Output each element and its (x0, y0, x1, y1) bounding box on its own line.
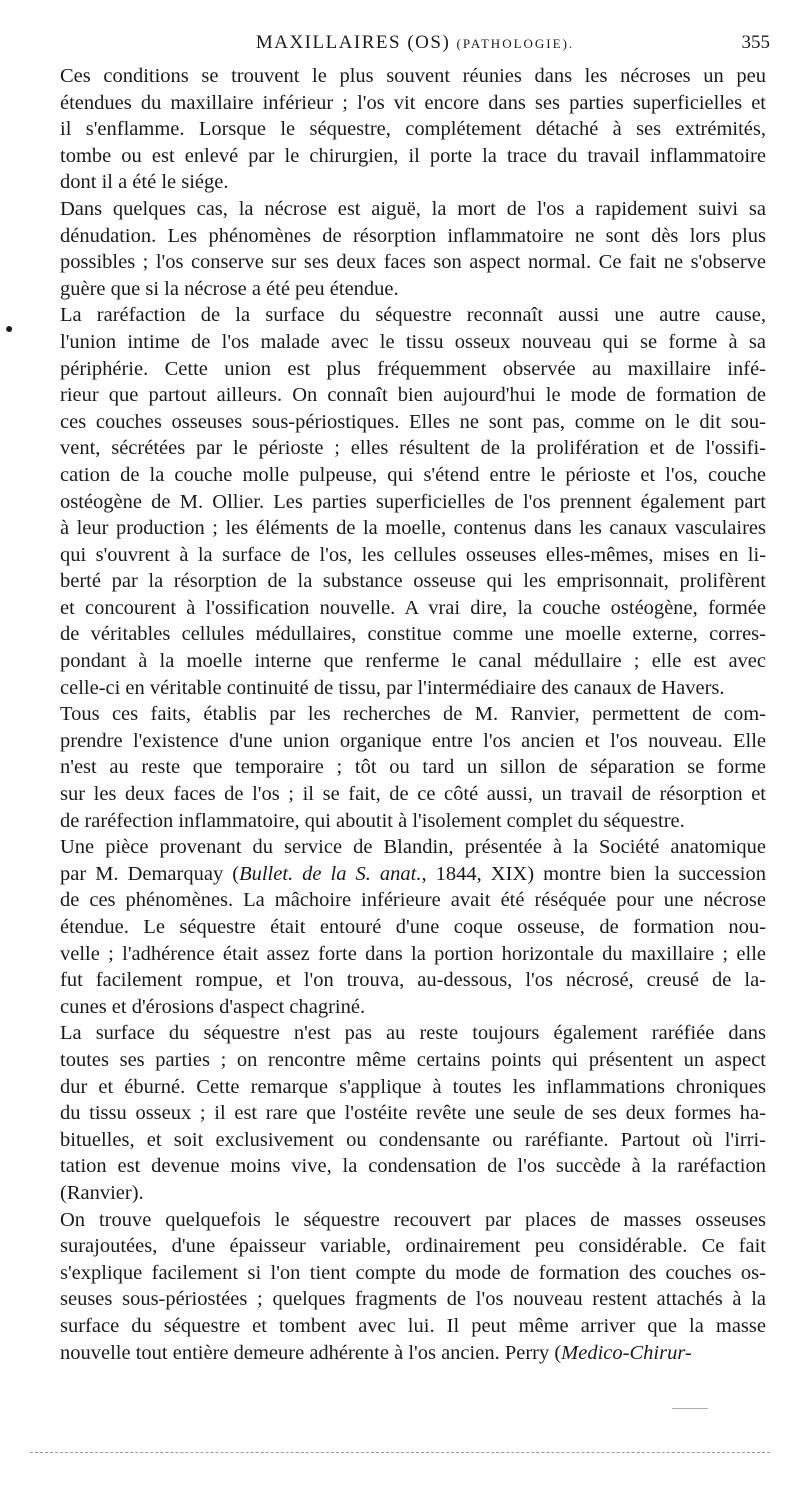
text-line: du tissu osseux ; il est rare que l'ostéite revête une seule de ses deux formes ha- (60, 1102, 766, 1125)
text-line: celle-ci en véritable continuité de tissu, par l'intermédiaire des canaux de Havers. (60, 676, 725, 699)
text-line: possibles ; l'os conserve sur ses deux faces son aspect normal. Ce fait ne s'observe (60, 251, 766, 274)
margin-mark (672, 1408, 708, 1409)
text-line: tombe ou est enlevé par le chirurgien, il porte la trace du travail inflammatoire (60, 144, 766, 167)
text-line: de véritables cellules médullaires, constitue comme une moelle externe, corres- (60, 623, 766, 646)
text-line: La surface du séquestre n'est pas au reste toujours également raréfiée dans (60, 1022, 766, 1045)
paragraph (60, 196, 766, 302)
text-line: nouvelle tout entière demeure adhérente à l'os ancien. Perry (Medico-Chirur- (60, 1341, 692, 1364)
text-line: prendre l'existence d'une union organique entre l'os ancien et l'os nouveau. Elle (60, 729, 766, 752)
header-title (60, 32, 770, 54)
text-line: et concourent à l'ossification nouvelle. A vrai dire, la couche ostéogène, formée (60, 596, 766, 619)
body-text (60, 63, 766, 1366)
text-line: ces couches osseuses sous-périostiques. Elles ne sont pas, comme on le dit sou- (60, 410, 766, 433)
paragraph (60, 63, 766, 196)
text-line: Tous ces faits, établis par les recherches de M. Ranvier, permettent de com- (60, 703, 766, 726)
text-line: sur les deux faces de l'os ; il se fait, de ce côté aussi, un travail de résorption et (60, 783, 766, 806)
text-line: il s'enflamme. Lorsque le séquestre, complétement détaché à ses extrémités, (60, 118, 766, 141)
text-line: La raréfaction de la surface du séquestre reconnaît aussi une autre cause, (60, 304, 766, 327)
text-line: qui s'ouvrent à la surface de l'os, les cellules osseuses elles-mêmes, mises en li- (60, 543, 766, 566)
italic-citation: Bullet. de la S. anat. (239, 862, 422, 885)
text-line: n'est au reste que temporaire ; tôt ou tard un sillon de séparation se forme (60, 756, 766, 779)
text-line: cunes et d'érosions d'aspect chagriné. (60, 995, 366, 1018)
text-line: rieur que partout ailleurs. On connaît bien aujourd'hui le mode de formation de (60, 384, 766, 407)
text-line: fut facilement rompue, et l'on trouva, au-dessous, l'os nécrosé, creusé de la- (60, 969, 766, 992)
text-line: Ces conditions se trouvent le plus souvent réunies dans les nécroses un peu (60, 65, 766, 87)
margin-dot: ● (5, 322, 14, 337)
text-line: l'union intime de l'os malade avec le tissu osseux nouveau qui se forme à sa (60, 330, 766, 353)
text-line: dur et éburné. Cette remarque s'applique à toutes les inflammations chroniques (60, 1075, 766, 1098)
text-line: pondant à la moelle interne que renferme le canal médullaire ; elle est avec (60, 650, 766, 673)
text-line: étendue. Le séquestre était entouré d'une coque osseuse, de formation nou- (60, 916, 766, 938)
text-line: On trouve quelquefois le séquestre recouvert par places de masses osseuses (60, 1208, 766, 1231)
text-line: Une pièce provenant du service de Blandin, présentée à la Société anatomique (60, 836, 766, 859)
text-line: vent, sécrétées par le périoste ; elles résultent de la prolifération et de l'ossifi- (60, 437, 766, 460)
text-line: dont il a été le siége. (60, 171, 229, 194)
text-line: étendues du maxillaire inférieur ; l'os vit encore dans ses parties superficielles et (60, 91, 766, 114)
text-line: surface du séquestre et tombent avec lui. Il peut même arriver que la masse (60, 1314, 766, 1337)
text-line: surajoutées, d'une épaisseur variable, ordinairement peu considérable. Ce fait (60, 1235, 766, 1258)
text-line: berté par la résorption de la substance osseuse qui les emprisonnait, prolifèrent (60, 570, 766, 593)
text-line: de raréfection inflammatoire, qui aboutit à l'isolement complet du séquestre. (60, 809, 685, 832)
text-line: Dans quelques cas, la nécrose est aiguë, la mort de l'os a rapidement suivi sa (60, 197, 766, 220)
italic-citation: Medico-Chirur- (561, 1341, 692, 1364)
page-number: 355 (741, 32, 770, 53)
text-line: velle ; l'adhérence était assez forte dans la portion horizontale du maxillaire ; elle (60, 942, 766, 965)
paragraph (60, 1020, 766, 1206)
text-line: dénudation. Les phénomènes de résorption inflammatoire ne sont dès lors plus (60, 224, 766, 247)
header-title-section: (PATHOLOGIE). (456, 36, 575, 51)
text-line: cation de la couche molle pulpeuse, qui s'étend entre le périoste et l'os, couche (60, 463, 766, 486)
paragraph (60, 302, 766, 701)
text-line: s'explique facilement si l'on tient compte du mode de formation des couches os- (60, 1261, 766, 1284)
paragraph (60, 1207, 766, 1367)
text-line: ostéogène de M. Ollier. Les parties superficielles de l'os prennent également part (60, 490, 766, 513)
text-line: tation est devenue moins vive, la condensation de l'os succède à la raréfaction (60, 1155, 766, 1178)
text-line: toutes ses parties ; on rencontre même certains points qui présentent un aspect (60, 1048, 766, 1071)
text-line: à leur production ; les éléments de la moelle, contenus dans les canaux vasculaires (60, 517, 766, 540)
footer-rule (30, 1452, 770, 1453)
text-line: de ces phénomènes. La mâchoire inférieure avait été réséquée pour une nécrose (60, 889, 766, 912)
paragraph (60, 834, 766, 1020)
text-line: seuses sous-périostées ; quelques fragments de l'os nouveau restent attachés à la (60, 1288, 766, 1311)
running-header (60, 28, 770, 58)
text-line: (Ranvier). (60, 1181, 144, 1204)
text-line: par M. Demarquay (Bullet. de la S. anat., 1844, XIX) montre bien la succession (60, 862, 767, 885)
text-line: guère que si la nécrose a été peu étendue. (60, 277, 399, 300)
paragraph (60, 701, 766, 834)
text-line: bituelles, et soit exclusivement ou condensante ou raréfiante. Partout où l'irri- (60, 1128, 766, 1151)
header-title-main: MAXILLAIRES (OS) (255, 32, 457, 53)
text-line: périphérie. Cette union est plus fréquemment observée au maxillaire infé- (60, 357, 766, 380)
